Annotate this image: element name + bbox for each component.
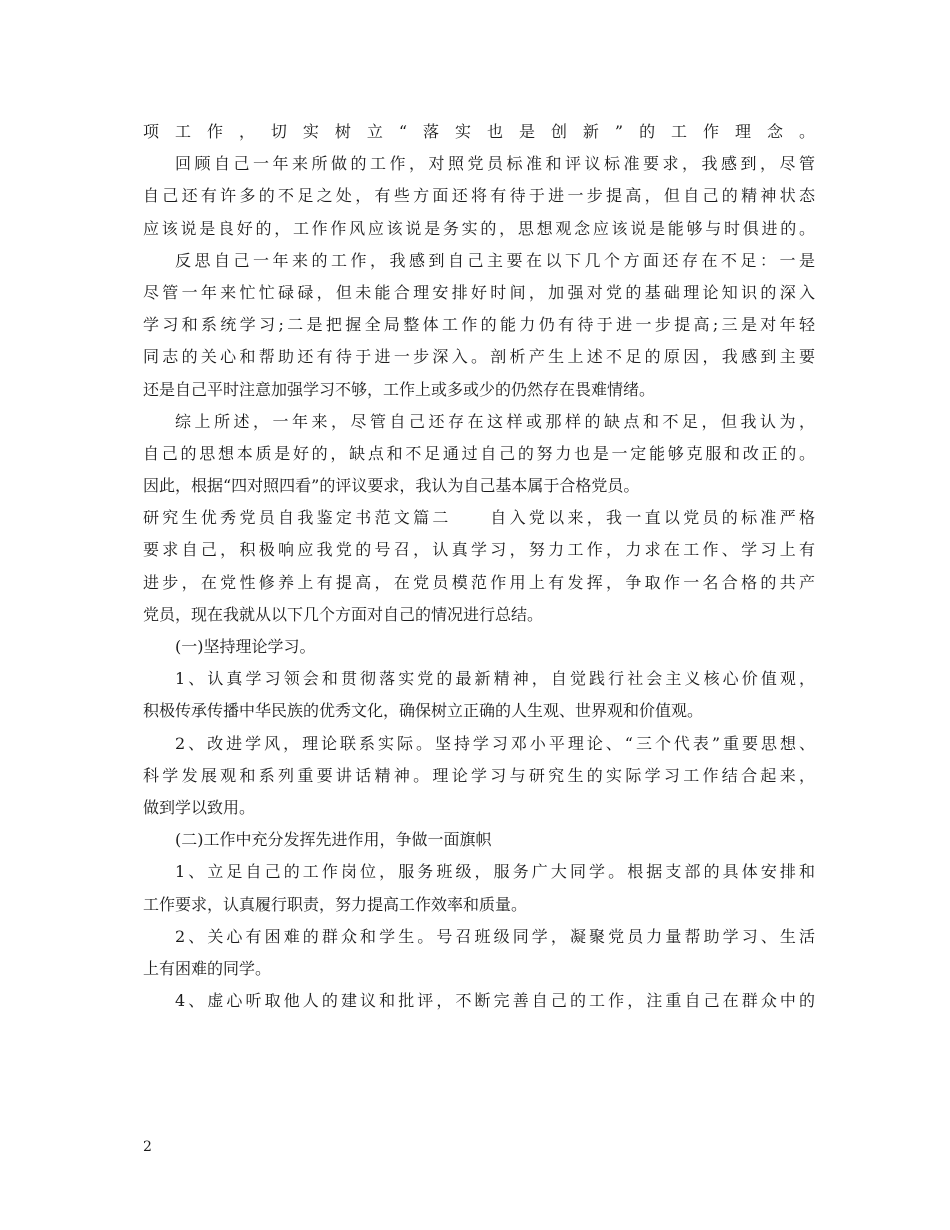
text-line: 自己还有许多的不足之处，有些方面还将有待于进一步提高，但自己的精神状态: [143, 186, 815, 206]
text-line: 应该说是良好的，工作作风应该说是务实的，思想观念应该说是能够与时俱进的。: [143, 218, 815, 238]
text-line: 党员，现在我就从以下几个方面对自己的情况进行总结。: [143, 604, 544, 624]
page-number: 2: [143, 1139, 152, 1155]
text-line: 要求自己，积极响应我党的号召，认真学习，努力工作，力求在工作、学习上有: [143, 540, 815, 560]
section-title-line: 研究生优秀党员自我鉴定书范文篇二 自入党以来，我一直以党员的标准严格: [143, 508, 815, 528]
text-line: 因此，根据“四对照四看”的评议要求，我认为自己基本属于合格党员。: [143, 476, 640, 496]
text-line: 科学发展观和系列重要讲话精神。理论学习与研究生的实际学习工作结合起来，: [143, 765, 815, 785]
text-line: 项工作，切实树立“落实也是创新”的工作理念。: [143, 122, 815, 141]
paragraph-start-line: 1、认真学习领会和贯彻落实党的最新精神，自觉践行社会主义核心价值观，: [175, 669, 815, 689]
section-heading: (二)工作中充分发挥先进作用，争做一面旗帜: [175, 830, 492, 850]
text-line: 进步，在党性修养上有提高，在党员模范作用上有发挥，争取作一名合格的共产: [143, 572, 815, 592]
text-line: 积极传承传播中华民族的优秀文化，确保树立正确的人生观、世界观和价值观。: [143, 701, 704, 721]
text-line: 工作要求，认真履行职责，努力提高工作效率和质量。: [143, 894, 528, 914]
paragraph-start-line: 4、虚心听取他人的建议和批评，不断完善自己的工作，注重自己在群众中的: [175, 991, 815, 1011]
paragraph-start-line: 回顾自己一年来所做的工作，对照党员标准和评议标准要求，我感到，尽管: [175, 154, 815, 174]
text-line: 自己的思想本质是好的，缺点和不足通过自己的努力也是一定能够克服和改正的。: [143, 443, 815, 463]
text-line: 尽管一年来忙忙碌碌，但未能合理安排好时间，加强对党的基础理论知识的深入: [143, 282, 815, 302]
paragraph-start-line: 反思自己一年来的工作，我感到自己主要在以下几个方面还存在不足：一是: [175, 250, 815, 270]
paragraph-start-line: 2、改进学风，理论联系实际。坚持学习邓小平理论、“三个代表”重要思想、: [175, 733, 815, 753]
document-body: [143, 116, 815, 1017]
text-line: 同志的关心和帮助还有待于进一步深入。剖析产生上述不足的原因，我感到主要: [143, 347, 815, 367]
section-heading: (一)坚持理论学习。: [175, 637, 316, 656]
text-line: 学习和系统学习;二是把握全局整体工作的能力仍有待于进一步提高;三是对年轻: [143, 315, 815, 335]
text-line: 上有困难的同学。: [143, 958, 272, 978]
paragraph-start-line: 2、关心有困难的群众和学生。号召班级同学，凝聚党员力量帮助学习、生活: [175, 926, 815, 946]
paragraph-start-line: 1、立足自己的工作岗位，服务班级，服务广大同学。根据支部的具体安排和: [175, 862, 815, 882]
text-line: 做到学以致用。: [143, 797, 256, 817]
paragraph-start-line: 综上所述，一年来，尽管自己还存在这样或那样的缺点和不足，但我认为，: [175, 411, 815, 431]
text-line: 还是自己平时注意加强学习不够，工作上或多或少的仍然存在畏难情绪。: [143, 379, 656, 399]
